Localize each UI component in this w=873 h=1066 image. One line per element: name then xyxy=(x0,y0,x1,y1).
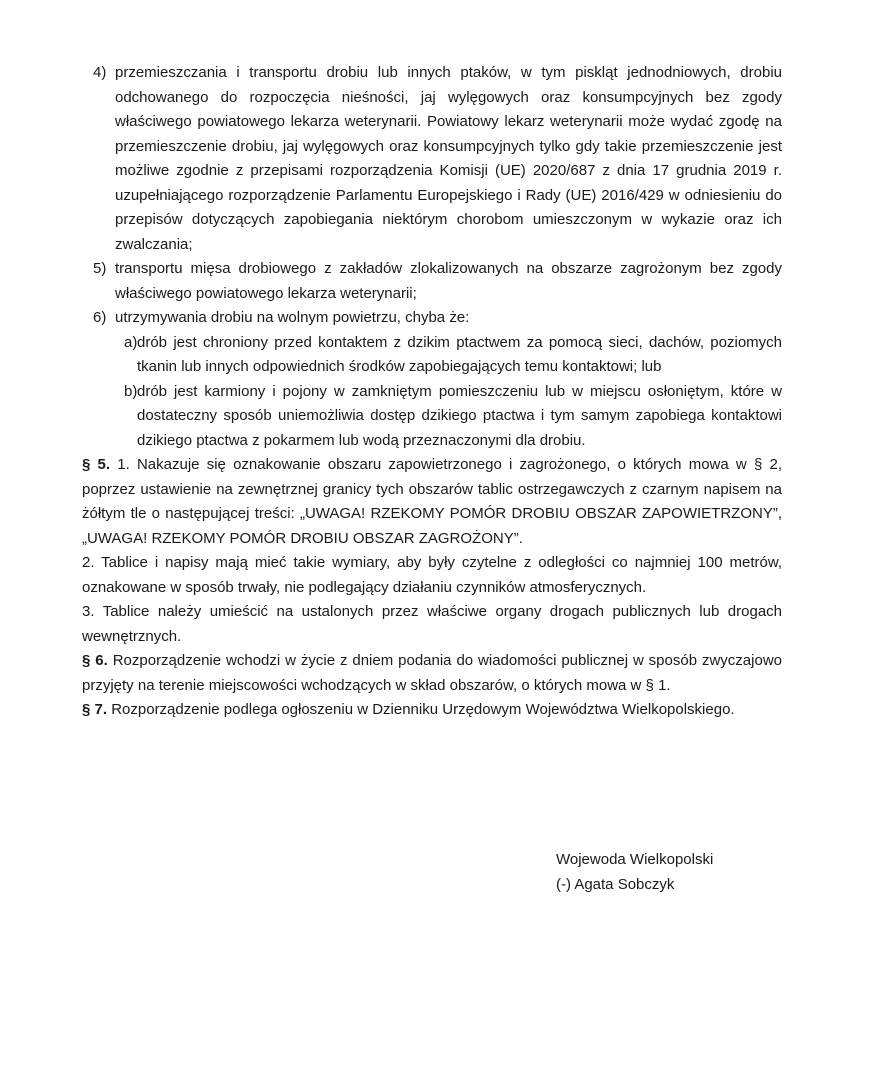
section-7-text: Rozporządzenie podlega ogłoszeniu w Dzienniku Urzędowym Województwa Wielkopolskiego. xyxy=(111,701,735,718)
document-body xyxy=(82,61,782,723)
list-item-number: 6) xyxy=(93,309,107,326)
list-item-number: 5) xyxy=(93,260,107,277)
sub-item-letter: a) xyxy=(124,333,138,351)
section-7-heading: § 7. xyxy=(82,701,108,718)
list-item-text: przemieszczania i transportu drobiu lub innych ptaków, w tym piskląt jednodniowych, drobiu odchowanego do rozpoczęcia nieśności, jaj wylęgowych oraz konsumpcyjnych bez zgody właściwego powiatowego lekarza weterynarii. Powiatowy lekarz weterynarii może wydać zgodę na przemieszczenie drobiu, jaj wylęgowych oraz konsumpcyjnych tylko gdy takie przemieszczenie jest możliwe zgodnie z przepisami rozporządzenia Komisji (UE) 2020/687 z dnia 17 grudnia 2019 r. uzupełniającego rozporządzenie Parlamentu Europejskiego i Rady (UE) 2016/429 w odniesieniu do przepisów dotyczących zapobiegania niektórym chorobom umieszczonym w wykazie oraz ich zwalczania; xyxy=(115,64,782,253)
section-5-paragraph-2: 2. Tablice i napisy mają mieć takie wymiary, aby były czytelne z odległości co najmniej 100 metrów, oznakowane w sposób trwały, nie podlegający działaniu czynników atmosferycznych. xyxy=(82,554,782,596)
section-5-paragraph-3: 3. Tablice należy umieścić na ustalonych przez właściwe organy drogach publicznych lub drogach wewnętrznych. xyxy=(82,603,782,645)
sub-item-text: drób jest karmiony i pojony w zamkniętym pomieszczeniu lub w miejscu osłoniętym, które w dostateczny sposób uniemożliwia dostęp dzikiego ptactwa i tym samym zapobiega kontaktowi dzikiego ptactwa z pokarmem lub wodą przeznaczonymi dla drobiu. xyxy=(137,382,782,449)
signature-block xyxy=(556,847,786,897)
section-5-heading: § 5. xyxy=(82,456,111,473)
list-item-text: transportu mięsa drobiowego z zakładów zlokalizowanych na obszarze zagrożonym bez zgody właściwego powiatowego lekarza weterynarii; xyxy=(115,260,782,302)
sub-item-letter: b) xyxy=(124,382,138,400)
list-item-text: utrzymywania drobiu na wolnym powietrzu, chyba że: xyxy=(115,309,470,326)
section-7-paragraph xyxy=(82,698,782,723)
signature-title: Wojewoda Wielkopolski xyxy=(556,851,714,868)
list-item-4 xyxy=(82,61,782,257)
section-6-heading: § 6. xyxy=(82,652,108,669)
section-5-text-1: 1. Nakazuje się oznakowanie obszaru zapowietrzonego i zagrożonego, o których mowa w § 2, poprzez ustawienie na zewnętrznej granicy tych obszarów tablic ostrzegawczych z czarnym napisem na żółtym tle o następującej treści: „UWAGA! RZEKOMY POMÓR DROBIU OBSZAR ZAPOWIETRZONY”, „UWAGA! RZEKOMY POMÓR DROBIU OBSZAR ZAGROŻONY”. xyxy=(82,456,782,547)
section-6-text: Rozporządzenie wchodzi w życie z dniem podania do wiadomości publicznej w sposób zwyczajowo przyjęty na terenie miejscowości wchodzących w skład obszarów, o których mowa w § 1. xyxy=(82,652,782,694)
sub-item-a xyxy=(82,331,782,380)
list-item-number: 4) xyxy=(93,64,107,81)
section-6-paragraph xyxy=(82,649,782,698)
sub-item-b xyxy=(82,380,782,454)
list-item-6 xyxy=(82,306,782,331)
signature-name: (-) Agata Sobczyk xyxy=(556,876,675,893)
sub-item-text: drób jest chroniony przed kontaktem z dzikim ptactwem za pomocą sieci, dachów, poziomych tkanin lub innych odpowiednich środków zapobiegających temu kontaktowi; lub xyxy=(137,333,782,375)
list-item-5 xyxy=(82,257,782,306)
section-5-paragraph-1 xyxy=(82,453,782,551)
